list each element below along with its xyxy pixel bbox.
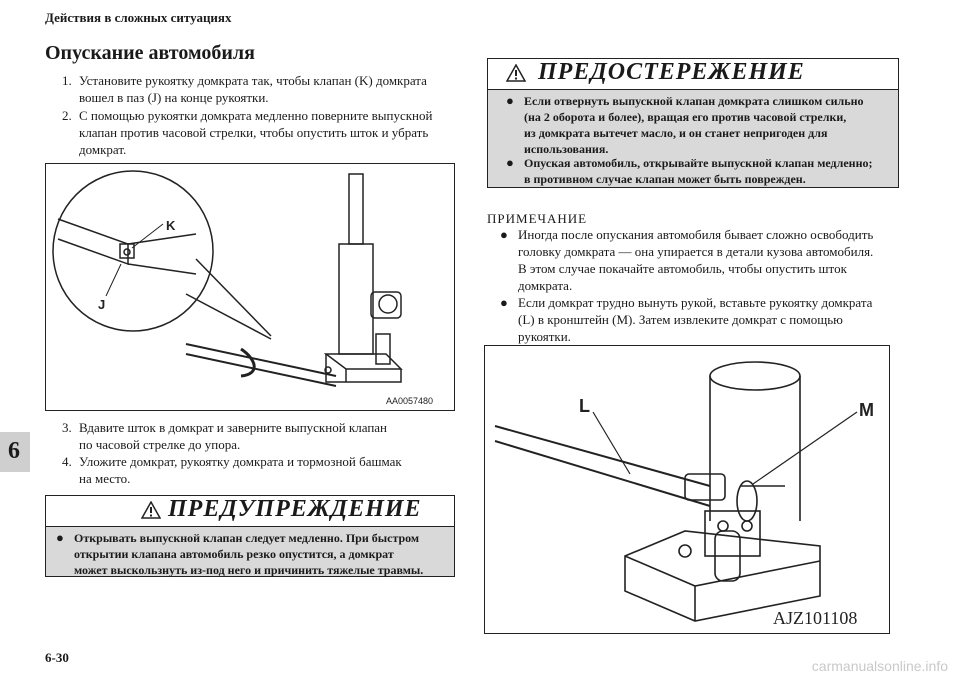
section-title: Опускание автомобиля xyxy=(45,42,255,64)
step-number: 1. xyxy=(62,73,72,88)
caution-header xyxy=(488,59,898,90)
step-line: домкрат. xyxy=(79,142,127,157)
step-4 xyxy=(62,453,462,489)
step-2 xyxy=(62,107,462,161)
note-line: Иногда после опускания автомобиля бывает сложно освободить xyxy=(518,227,874,242)
caution-line: Опуская автомобиль, открывайте выпускной клапан медленно; xyxy=(524,156,873,170)
warning-triangle-icon xyxy=(506,64,526,82)
step-line: Вдавите шток в домкрат и заверните выпускной клапан xyxy=(79,420,388,435)
bullet-dot-icon: ● xyxy=(500,295,508,310)
label-k: K xyxy=(166,218,176,233)
bullet-dot-icon: ● xyxy=(506,93,514,108)
bullet-dot-icon: ● xyxy=(500,227,508,242)
figure-code: AA0057480 xyxy=(386,396,434,406)
magnifier-circle xyxy=(53,171,213,331)
figure-jack-valve xyxy=(45,163,455,411)
note-item xyxy=(500,226,900,296)
caution-line: в противном случае клапан может быть поврежден. xyxy=(524,172,806,186)
note-title: ПРИМЕЧАНИЕ xyxy=(487,211,588,226)
step-number: 4. xyxy=(62,454,72,469)
caution-title: ПРЕДОСТЕРЕЖЕНИЕ xyxy=(538,59,805,85)
caution-item xyxy=(506,93,896,157)
step-number: 2. xyxy=(62,108,72,123)
caution-line: (на 2 оборота и более), вращая его против часовой стрелки, xyxy=(524,110,847,124)
warning-line: может выскользнуть из-под него и причинить тяжелые травмы. xyxy=(74,563,424,577)
note-item xyxy=(500,294,900,346)
note-line: рукоятки. xyxy=(518,329,571,344)
step-1 xyxy=(62,72,462,108)
bullet-dot-icon: ● xyxy=(56,530,64,545)
note-line: головку домкрата — она упирается в детали кузова автомобиля. xyxy=(518,244,874,259)
step-line: по часовой стрелке до упора. xyxy=(79,437,241,452)
note-line: (L) в кронштейн (M). Затем извлеките домкрат с помощью xyxy=(518,312,843,327)
step-number: 3. xyxy=(62,420,72,435)
step-line: Уложите домкрат, рукоятку домкрата и тормозной башмак xyxy=(79,454,402,469)
warning-header xyxy=(46,496,454,527)
step-line: на место. xyxy=(79,471,131,486)
jack-bracket-illustration xyxy=(485,346,889,633)
warning-title: ПРЕДУПРЕЖДЕНИЕ xyxy=(168,496,422,522)
warning-box xyxy=(45,495,455,577)
label-m: M xyxy=(859,400,874,420)
caution-line: из домкрата вытечет масло, и он станет непригоден для xyxy=(524,126,828,140)
step-line: С помощью рукоятки домкрата медленно поверните выпускной xyxy=(79,108,433,123)
note-line: Если домкрат трудно вынуть рукой, вставьте рукоятку домкрата xyxy=(518,295,873,310)
jack-handle-illustration xyxy=(46,164,454,410)
chapter-number: 6 xyxy=(8,438,20,464)
caution-box xyxy=(487,58,899,188)
note-line: В этом случае покачайте автомобиль, чтобы опустить шток xyxy=(518,261,847,276)
page-number: 6-30 xyxy=(45,650,69,665)
step-line: Установите рукоятку домкрата так, чтобы клапан (K) домкрата xyxy=(79,73,427,88)
label-j: J xyxy=(98,297,106,312)
caution-item xyxy=(506,155,896,187)
step-3 xyxy=(62,419,462,455)
step-line: вошел в паз (J) на конце рукоятки. xyxy=(79,90,269,105)
step-line: клапан против часовой стрелки, чтобы опустить шток и убрать xyxy=(79,125,429,140)
figure-code: AJZ101108 xyxy=(773,608,858,628)
caution-line: использования. xyxy=(524,142,609,156)
warning-item xyxy=(56,530,452,577)
note-line: домкрата. xyxy=(518,278,573,293)
caution-line: Если отвернуть выпускной клапан домкрата слишком сильно xyxy=(524,94,864,108)
warning-triangle-icon xyxy=(141,501,161,519)
watermark: carmanualsonline.info xyxy=(811,658,948,674)
warning-line: открытии клапана автомобиль резко опустится, а домкрат xyxy=(74,547,394,561)
label-l: L xyxy=(579,396,590,416)
bullet-dot-icon: ● xyxy=(506,155,514,170)
running-header: Действия в сложных ситуациях xyxy=(45,10,232,25)
figure-jack-bracket xyxy=(484,345,890,634)
warning-line: Открывать выпускной клапан следует медленно. При быстром xyxy=(74,531,420,545)
